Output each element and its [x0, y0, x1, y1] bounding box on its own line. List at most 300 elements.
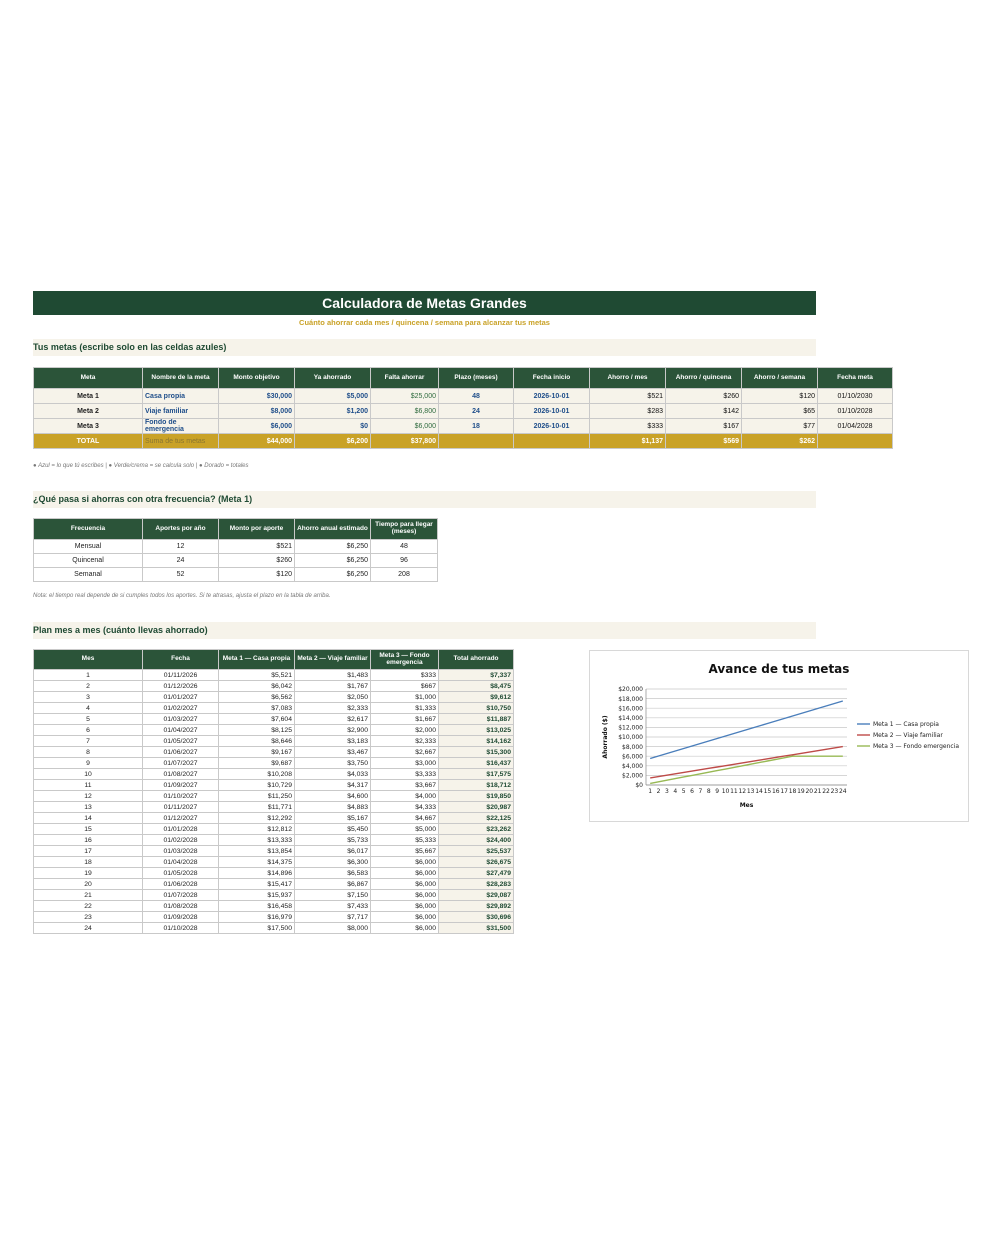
freq-cell: 12	[143, 540, 219, 554]
x-tick-label: 4	[673, 788, 678, 795]
freq-cell: $6,250	[295, 568, 371, 582]
total-cell	[514, 434, 590, 449]
plan-cell: $1,483	[295, 670, 371, 681]
plan-cell: $6,000	[371, 868, 439, 879]
x-tick-label: 22	[822, 788, 830, 795]
plan-cell: 24	[34, 923, 143, 934]
x-tick-label: 12	[738, 788, 747, 795]
plan-cell: 01/02/2028	[143, 835, 219, 846]
goal-cell: 01/04/2028	[818, 419, 893, 434]
plan-total-cell: $29,892	[439, 901, 514, 912]
plan-col-header: Meta 3 — Fondo emergencia	[371, 650, 439, 670]
y-tick-label: $4,000	[622, 763, 643, 770]
legend-label-meta-1: Meta 1 — Casa propia	[873, 721, 939, 729]
goals-col-header: Falta ahorrar	[371, 368, 439, 389]
plan-cell: $1,333	[371, 703, 439, 714]
legend-label-meta-3: Meta 3 — Fondo emergencia	[873, 743, 960, 751]
plan-row	[34, 725, 514, 736]
x-tick-label: 15	[763, 788, 772, 795]
plan-cell: 15	[34, 824, 143, 835]
plan-total-cell: $17,575	[439, 769, 514, 780]
plan-cell: $5,333	[371, 835, 439, 846]
freq-cell: Quincenal	[34, 554, 143, 568]
goals-row	[34, 389, 893, 404]
plan-cell: $2,667	[371, 747, 439, 758]
plan-cell: $11,250	[219, 791, 295, 802]
plan-cell: $3,667	[371, 780, 439, 791]
plan-total-cell: $29,087	[439, 890, 514, 901]
goal-cell: $142	[666, 404, 742, 419]
plan-cell: $6,583	[295, 868, 371, 879]
plan-cell: $16,979	[219, 912, 295, 923]
plan-cell: 5	[34, 714, 143, 725]
plan-row	[34, 901, 514, 912]
y-tick-label: $14,000	[618, 715, 643, 722]
x-tick-label: 7	[698, 788, 703, 795]
plan-cell: 01/08/2028	[143, 901, 219, 912]
goals-total-row	[34, 434, 893, 449]
plan-table	[33, 649, 514, 934]
chart-svg	[590, 651, 968, 821]
y-tick-label: $8,000	[622, 743, 643, 751]
total-cell: $6,200	[295, 434, 371, 449]
plan-cell: $13,854	[219, 846, 295, 857]
goals-col-header: Fecha inicio	[514, 368, 590, 389]
plan-cell: $4,333	[371, 802, 439, 813]
freq-row	[34, 540, 438, 554]
plan-cell: 01/02/2027	[143, 703, 219, 714]
plan-row	[34, 923, 514, 934]
goals-col-header: Meta	[34, 368, 143, 389]
plan-cell: 01/05/2027	[143, 736, 219, 747]
goals-col-header: Monto objetivo	[219, 368, 295, 389]
x-tick-label: 23	[830, 788, 839, 795]
goal-cell[interactable]: $30,000	[219, 389, 295, 404]
plan-cell: 18	[34, 857, 143, 868]
plan-cell: $7,604	[219, 714, 295, 725]
goal-cell: $6,000	[371, 419, 439, 434]
plan-cell: 01/12/2026	[143, 681, 219, 692]
progress-chart	[589, 650, 969, 822]
plan-cell: $6,000	[371, 890, 439, 901]
plan-cell: 22	[34, 901, 143, 912]
plan-total-cell: $14,162	[439, 736, 514, 747]
goal-label: Meta 3	[34, 419, 143, 434]
plan-row	[34, 802, 514, 813]
freq-cell: Mensual	[34, 540, 143, 554]
plan-cell: 17	[34, 846, 143, 857]
goals-row	[34, 419, 893, 434]
freq-cell: 208	[371, 568, 438, 582]
plan-cell: $6,562	[219, 692, 295, 703]
x-tick-label: 14	[755, 788, 763, 795]
plan-cell: 4	[34, 703, 143, 714]
plan-cell: $5,667	[371, 846, 439, 857]
plan-cell: $1,667	[371, 714, 439, 725]
plan-cell: $12,812	[219, 824, 295, 835]
plan-cell: $5,000	[371, 824, 439, 835]
goal-cell[interactable]: Fondo de emergencia	[143, 419, 219, 434]
plan-row	[34, 714, 514, 725]
plan-cell: 01/07/2027	[143, 758, 219, 769]
goal-label: Meta 1	[34, 389, 143, 404]
plan-cell: $333	[371, 670, 439, 681]
plan-cell: 01/07/2028	[143, 890, 219, 901]
total-cell: $1,137	[590, 434, 666, 449]
plan-cell: 13	[34, 802, 143, 813]
plan-row	[34, 813, 514, 824]
goals-row	[34, 404, 893, 419]
freq-cell: Semanal	[34, 568, 143, 582]
plan-row	[34, 736, 514, 747]
freq-col-header: Tiempo para llegar (meses)	[371, 519, 438, 540]
plan-cell: $5,167	[295, 813, 371, 824]
x-tick-label: 9	[715, 788, 720, 795]
goals-header-row	[34, 368, 893, 389]
plan-cell: $13,333	[219, 835, 295, 846]
plan-row	[34, 769, 514, 780]
y-tick-label: $12,000	[618, 724, 643, 732]
plan-total-cell: $31,500	[439, 923, 514, 934]
goals-col-header: Fecha meta	[818, 368, 893, 389]
goal-cell: $65	[742, 404, 818, 419]
plan-cell: $3,000	[371, 758, 439, 769]
goal-cell[interactable]: 18	[439, 419, 514, 434]
plan-cell: 01/01/2027	[143, 692, 219, 703]
plan-cell: $2,617	[295, 714, 371, 725]
freq-cell: $120	[219, 568, 295, 582]
plan-row	[34, 747, 514, 758]
plan-cell: $5,450	[295, 824, 371, 835]
freq-row	[34, 554, 438, 568]
plan-cell: $6,042	[219, 681, 295, 692]
goal-cell[interactable]: Viaje familiar	[143, 404, 219, 419]
plan-row	[34, 703, 514, 714]
plan-cell: 14	[34, 813, 143, 824]
total-cell: $569	[666, 434, 742, 449]
plan-cell: $3,750	[295, 758, 371, 769]
plan-cell: $6,867	[295, 879, 371, 890]
plan-cell: $10,208	[219, 769, 295, 780]
x-tick-label: 16	[771, 788, 780, 795]
x-axis-title: Mes	[739, 802, 754, 809]
series-line-meta-1	[650, 701, 843, 758]
plan-cell: 9	[34, 758, 143, 769]
plan-total-cell: $18,712	[439, 780, 514, 791]
plan-cell: 6	[34, 725, 143, 736]
y-axis-title: Ahorrado ($)	[602, 715, 609, 759]
goal-cell[interactable]: $8,000	[219, 404, 295, 419]
plan-cell: $6,300	[295, 857, 371, 868]
freq-col-header: Frecuencia	[34, 519, 143, 540]
plan-cell: $2,050	[295, 692, 371, 703]
goals-col-header: Ahorro / semana	[742, 368, 818, 389]
section-plan-title: Plan mes a mes (cuánto llevas ahorrado)	[33, 622, 816, 639]
plan-total-cell: $25,537	[439, 846, 514, 857]
total-cell	[439, 434, 514, 449]
plan-cell: 12	[34, 791, 143, 802]
plan-cell: 3	[34, 692, 143, 703]
plan-cell: $8,125	[219, 725, 295, 736]
plan-cell: 7	[34, 736, 143, 747]
freq-cell: $6,250	[295, 554, 371, 568]
freq-cell: $6,250	[295, 540, 371, 554]
plan-cell: 01/08/2027	[143, 769, 219, 780]
plan-total-cell: $27,479	[439, 868, 514, 879]
x-tick-label: 8	[706, 788, 711, 795]
y-tick-label: $0	[635, 782, 643, 790]
freq-cell: 96	[371, 554, 438, 568]
plan-total-cell: $16,437	[439, 758, 514, 769]
plan-cell: $7,150	[295, 890, 371, 901]
plan-cell: $8,646	[219, 736, 295, 747]
y-tick-label: $10,000	[618, 734, 643, 742]
plan-row	[34, 692, 514, 703]
plan-cell: $4,317	[295, 780, 371, 791]
plan-total-cell: $30,696	[439, 912, 514, 923]
plan-total-cell: $8,475	[439, 681, 514, 692]
goals-col-header: Ahorro / mes	[590, 368, 666, 389]
goal-cell: $6,800	[371, 404, 439, 419]
x-tick-label: 3	[665, 788, 669, 795]
plan-cell: $15,937	[219, 890, 295, 901]
total-cell: Suma de tus metas	[143, 434, 219, 449]
plan-cell: $2,000	[371, 725, 439, 736]
total-cell: $44,000	[219, 434, 295, 449]
plan-row	[34, 912, 514, 923]
plan-cell: $2,900	[295, 725, 371, 736]
plan-total-cell: $20,987	[439, 802, 514, 813]
y-tick-label: $2,000	[622, 772, 643, 780]
plan-row	[34, 835, 514, 846]
plan-cell: $4,883	[295, 802, 371, 813]
series-line-meta-2	[650, 747, 843, 778]
x-tick-label: 10	[721, 788, 730, 795]
x-tick-label: 20	[805, 788, 814, 795]
plan-total-cell: $28,283	[439, 879, 514, 890]
x-tick-label: 24	[838, 788, 847, 795]
freq-row	[34, 568, 438, 582]
plan-cell: $4,033	[295, 769, 371, 780]
goals-col-header: Ya ahorrado	[295, 368, 371, 389]
plan-total-cell: $13,025	[439, 725, 514, 736]
plan-cell: 16	[34, 835, 143, 846]
total-cell: $262	[742, 434, 818, 449]
plan-cell: $1,000	[371, 692, 439, 703]
plan-cell: $9,687	[219, 758, 295, 769]
plan-row	[34, 868, 514, 879]
total-cell	[818, 434, 893, 449]
goal-label: Meta 2	[34, 404, 143, 419]
goal-cell: $283	[590, 404, 666, 419]
plan-cell: $3,467	[295, 747, 371, 758]
plan-cell: $15,417	[219, 879, 295, 890]
x-tick-label: 11	[730, 788, 738, 795]
plan-total-cell: $19,850	[439, 791, 514, 802]
goal-cell[interactable]: 2026-10-01	[514, 404, 590, 419]
plan-cell: 21	[34, 890, 143, 901]
freq-cell: $260	[219, 554, 295, 568]
y-tick-label: $16,000	[618, 705, 643, 713]
plan-col-header: Mes	[34, 650, 143, 670]
plan-cell: $7,433	[295, 901, 371, 912]
plan-cell: $16,458	[219, 901, 295, 912]
goal-cell[interactable]: 24	[439, 404, 514, 419]
plan-col-header: Meta 2 — Viaje familiar	[295, 650, 371, 670]
freq-cell: 52	[143, 568, 219, 582]
total-cell: TOTAL	[34, 434, 143, 449]
freq-cell: 24	[143, 554, 219, 568]
y-tick-label: $6,000	[622, 753, 643, 761]
plan-total-cell: $22,125	[439, 813, 514, 824]
freq-cell: 48	[371, 540, 438, 554]
goal-cell: $120	[742, 389, 818, 404]
plan-total-cell: $9,612	[439, 692, 514, 703]
goals-col-header: Plazo (meses)	[439, 368, 514, 389]
plan-cell: 1	[34, 670, 143, 681]
plan-cell: 01/10/2027	[143, 791, 219, 802]
goal-cell[interactable]: $1,200	[295, 404, 371, 419]
x-tick-label: 13	[746, 788, 755, 795]
goal-cell: $333	[590, 419, 666, 434]
plan-cell: 01/09/2027	[143, 780, 219, 791]
plan-cell: $7,083	[219, 703, 295, 714]
x-tick-label: 6	[690, 788, 694, 795]
plan-cell: $6,000	[371, 857, 439, 868]
plan-cell: $2,333	[295, 703, 371, 714]
total-cell: $37,800	[371, 434, 439, 449]
freq-col-header: Aportes por año	[143, 519, 219, 540]
plan-col-header: Fecha	[143, 650, 219, 670]
plan-cell: $1,767	[295, 681, 371, 692]
plan-cell: $6,000	[371, 901, 439, 912]
x-tick-label: 18	[788, 788, 797, 795]
series-line-meta-3	[650, 756, 843, 783]
plan-cell: $8,000	[295, 923, 371, 934]
plan-cell: 8	[34, 747, 143, 758]
goal-cell: $260	[666, 389, 742, 404]
plan-cell: 01/09/2028	[143, 912, 219, 923]
plan-cell: 20	[34, 879, 143, 890]
plan-total-cell: $11,887	[439, 714, 514, 725]
plan-row	[34, 681, 514, 692]
x-tick-label: 1	[648, 788, 653, 795]
goals-col-header: Ahorro / quincena	[666, 368, 742, 389]
plan-total-cell: $15,300	[439, 747, 514, 758]
goal-cell[interactable]: 2026-10-01	[514, 389, 590, 404]
goal-cell[interactable]: 48	[439, 389, 514, 404]
plan-cell: $667	[371, 681, 439, 692]
plan-total-cell: $10,750	[439, 703, 514, 714]
x-tick-label: 5	[681, 788, 686, 795]
plan-cell: $4,667	[371, 813, 439, 824]
plan-cell: 01/01/2028	[143, 824, 219, 835]
frequency-table	[33, 518, 438, 582]
plan-total-cell: $24,400	[439, 835, 514, 846]
plan-cell: 2	[34, 681, 143, 692]
plan-row	[34, 791, 514, 802]
plan-col-header: Total ahorrado	[439, 650, 514, 670]
plan-cell: $5,733	[295, 835, 371, 846]
plan-cell: 01/04/2027	[143, 725, 219, 736]
page-subtitle: Cuánto ahorrar cada mes / quincena / semana para alcanzar tus metas	[299, 318, 550, 327]
plan-total-cell: $26,675	[439, 857, 514, 868]
plan-row	[34, 857, 514, 868]
plan-cell: $17,500	[219, 923, 295, 934]
legend-note: ● Azul = lo que tú escribes | ● Verde/crema = se calcula solo | ● Dorado = totales	[33, 463, 249, 469]
goal-cell[interactable]: Casa propia	[143, 389, 219, 404]
plan-cell: 01/11/2026	[143, 670, 219, 681]
legend-label-meta-2: Meta 2 — Viaje familiar	[873, 732, 943, 740]
freq-cell: $521	[219, 540, 295, 554]
plan-cell: 01/11/2027	[143, 802, 219, 813]
x-tick-label: 19	[797, 788, 805, 795]
plan-row	[34, 758, 514, 769]
plan-cell: 01/03/2027	[143, 714, 219, 725]
y-tick-label: $20,000	[618, 686, 643, 694]
plan-cell: $5,521	[219, 670, 295, 681]
x-tick-label: 17	[780, 788, 789, 795]
freq-col-header: Ahorro anual estimado	[295, 519, 371, 540]
chart-title: Avance de tus metas	[708, 662, 850, 676]
plan-cell: 01/04/2028	[143, 857, 219, 868]
y-tick-label: $18,000	[618, 695, 643, 703]
goal-cell: $521	[590, 389, 666, 404]
plan-cell: $12,292	[219, 813, 295, 824]
plan-cell: 11	[34, 780, 143, 791]
x-tick-label: 21	[813, 788, 822, 795]
plan-row	[34, 846, 514, 857]
x-tick-label: 2	[656, 788, 661, 795]
plan-cell: 01/06/2027	[143, 747, 219, 758]
plan-cell: 23	[34, 912, 143, 923]
plan-cell: $2,333	[371, 736, 439, 747]
plan-cell: $4,000	[371, 791, 439, 802]
goal-cell[interactable]: $0	[295, 419, 371, 434]
page-title: Calculadora de Metas Grandes	[33, 291, 816, 315]
plan-cell: 01/03/2028	[143, 846, 219, 857]
plan-cell: $14,896	[219, 868, 295, 879]
plan-cell: $14,375	[219, 857, 295, 868]
goal-cell[interactable]: $6,000	[219, 419, 295, 434]
goals-table	[33, 367, 893, 449]
plan-cell: 01/12/2027	[143, 813, 219, 824]
plan-row	[34, 879, 514, 890]
plan-row	[34, 890, 514, 901]
goal-cell: $25,000	[371, 389, 439, 404]
plan-total-cell: $23,262	[439, 824, 514, 835]
goal-cell[interactable]: 2026-10-01	[514, 419, 590, 434]
goal-cell[interactable]: $5,000	[295, 389, 371, 404]
plan-row	[34, 780, 514, 791]
plan-cell: $7,717	[295, 912, 371, 923]
plan-cell: 01/05/2028	[143, 868, 219, 879]
plan-cell: $6,000	[371, 879, 439, 890]
goal-cell: 01/10/2028	[818, 404, 893, 419]
plan-cell: $10,729	[219, 780, 295, 791]
plan-cell: 01/06/2028	[143, 879, 219, 890]
goal-cell: 01/10/2030	[818, 389, 893, 404]
plan-row	[34, 824, 514, 835]
freq-col-header: Monto por aporte	[219, 519, 295, 540]
plan-cell: $6,000	[371, 912, 439, 923]
goals-col-header: Nombre de la meta	[143, 368, 219, 389]
section-goals-title: Tus metas (escribe solo en las celdas azules)	[33, 339, 816, 356]
plan-cell: 10	[34, 769, 143, 780]
plan-row	[34, 670, 514, 681]
plan-cell: $6,000	[371, 923, 439, 934]
plan-col-header: Meta 1 — Casa propia	[219, 650, 295, 670]
